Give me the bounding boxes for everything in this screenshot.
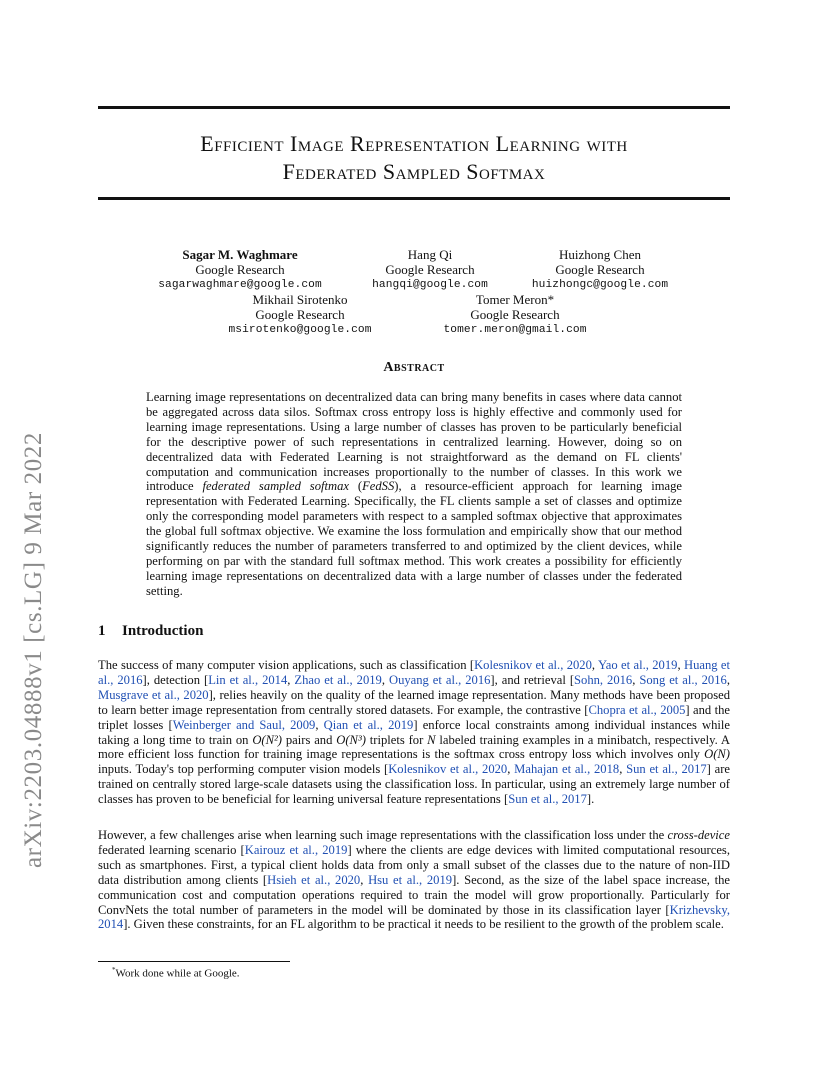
citation-link[interactable]: Weinberger and Saul, 2009 bbox=[172, 717, 316, 732]
citation-link[interactable]: Krizhevsky, 2014 bbox=[98, 902, 730, 932]
citation-link[interactable]: Song et al., 2016 bbox=[639, 672, 727, 687]
math-expression: O(N²) bbox=[252, 732, 282, 747]
citation-link[interactable]: Musgrave et al., 2020 bbox=[98, 687, 209, 702]
author-name: Huizhong Chen bbox=[559, 247, 641, 262]
abstract-text: ( bbox=[348, 479, 363, 494]
body-text: ]. bbox=[586, 792, 595, 807]
author-affiliation: Google Research bbox=[195, 262, 285, 278]
intro-paragraph-2: However, a few challenges arise when learning such image representations with the classification loss under the cross-device federated learning scenario [Kairouz et al., 2019] where the clients are edge devices with limited computational resources, such as smartphones. First, a typical client holds data from only a small subset of the classes due to the nature of non-IID data distribution among clients [Hsieh et al., 2020, Hsu et al., 2019]. Second, as the size of the label space increase, the communication cost and computation operations required to train the model will grow proportionally. Particularly for ConvNets the total number of parameters in the model will be dominated by those in its classification layer [Krizhevsky, 2014]. Given these constraints, for an FL algorithm to be practical it needs to be resilient to the growth of the problem scale. bbox=[98, 828, 730, 932]
body-text: pairs and bbox=[282, 732, 337, 747]
citation-link[interactable]: Hsieh et al., 2020 bbox=[267, 872, 361, 887]
author-email[interactable]: hangqi@google.com bbox=[372, 278, 488, 291]
author-affiliation: Google Research bbox=[255, 307, 345, 323]
citation-link[interactable]: Zhao et al., 2019 bbox=[294, 672, 382, 687]
math-expression: O(N) bbox=[704, 747, 730, 762]
footnote-text: Work done while at Google. bbox=[115, 967, 240, 980]
body-text: ]. Second, as the size of the label space increase, the communication cost and computation operations required to train the model will grow proportionally. Particularly for ConvNets the total number of parameters in the model will be dominated by those in its classification layer [ bbox=[98, 872, 730, 917]
body-text: ] are trained on centrally stored large-scale datasets using the classification loss. In particular, using an extremely large number of classes has proven to be beneficial for learning universal feature representations [ bbox=[98, 762, 731, 807]
citation-link[interactable]: Chopra et al., 2005 bbox=[588, 702, 686, 717]
section-heading bbox=[98, 623, 203, 640]
citation-link[interactable]: Mahajan et al., 2018 bbox=[514, 762, 620, 777]
author-block-4 bbox=[210, 292, 390, 338]
author-email[interactable]: msirotenko@google.com bbox=[228, 323, 372, 336]
author-name: Hang Qi bbox=[407, 247, 453, 262]
footnote-mark: * bbox=[112, 966, 116, 974]
author-affiliation: Google Research bbox=[555, 262, 645, 278]
author-email[interactable]: huizhongc@google.com bbox=[531, 278, 669, 291]
body-text: ] where the clients are edge devices with limited computational resources, such as smartphones. First, a typical client holds data from only a small subset of the classes due to the nature of non-IID data distribution among clients [ bbox=[98, 842, 730, 887]
abstract-emphasis: federated sampled softmax bbox=[202, 479, 349, 494]
abstract-body bbox=[146, 390, 682, 599]
body-text: The success of many computer vision applications, such as classification [ bbox=[98, 658, 475, 672]
emphasis-text: cross-device bbox=[667, 828, 730, 842]
intro-paragraph-1: The success of many computer vision applications, such as classification [Kolesnikov et al., 2020, Yao et al., 2019, Huang et al., 2016], detection [Lin et al., 2014, Zhao et al., 2019, Ouyang et al., 2016], and retrieval [Sohn, 2016, Song et al., 2016, Musgrave et al., 2020], relies heavily on the quality of the learned image representation. Many methods have been proposed to learn better image representation from centrally stored datasets. For example, the contrastive [Chopra et al., 2005] and the triplet losses [Weinberger and Saul, 2009, Qian et al., 2019] enforce local constraints among individual instances while taking a long time to train on O(N²) pairs and O(N³) triplets for N labeled training examples in a minibatch, respectively. A more efficient loss function for training image representations is the softmax cross entropy loss which involves only O(N) inputs. Today's top performing computer vision models [Kolesnikov et al., 2020, Mahajan et al., 2018, Sun et al., 2017] are trained on centrally stored large-scale datasets using the classification loss. In particular, using an extremely large number of classes has proven to be beneficial for learning universal feature representations [Sun et al., 2017]. bbox=[98, 658, 731, 807]
author-name: Mikhail Sirotenko bbox=[252, 292, 348, 307]
body-text: ], and retrieval [ bbox=[490, 672, 575, 687]
footnote-rule bbox=[98, 961, 290, 962]
math-expression: N bbox=[427, 732, 436, 747]
citation-link[interactable]: Sun et al., 2017 bbox=[626, 762, 707, 777]
citation-link[interactable]: Kolesnikov et al., 2020 bbox=[474, 658, 592, 672]
body-text: ], detection [ bbox=[142, 672, 209, 687]
citation-link[interactable]: Sun et al., 2017 bbox=[508, 792, 587, 807]
body-text: labeled training examples in a minibatch, respectively. A more efficient loss function for training image representations is the softmax cross entropy loss which involves only bbox=[98, 732, 731, 762]
paper-title-line-1: Efficient Image Representation Learning with bbox=[200, 131, 628, 156]
citation-link[interactable]: Lin et al., 2014 bbox=[208, 672, 288, 687]
author-email[interactable]: sagarwaghmare@google.com bbox=[158, 278, 322, 291]
body-text: However, a few challenges arise when learning such image representations with the classification loss under the bbox=[98, 828, 668, 842]
section-number: 1 bbox=[98, 623, 106, 639]
body-text: inputs. Today's top performing computer vision models [ bbox=[98, 762, 389, 777]
citation-link[interactable]: Huang et al., 2016 bbox=[98, 658, 730, 687]
citation-link[interactable]: Sohn, 2016 bbox=[574, 672, 633, 687]
author-block-2 bbox=[340, 247, 520, 293]
section-title: Introduction bbox=[122, 623, 204, 639]
abstract-text: Learning image representations on decentralized data can bring many benefits in cases where data cannot be aggregated across data silos. Softmax cross entropy loss is highly effective and commonly used for learning image representations. Using a large number of classes has proven to be particularly beneficial for the descriptive power of such representations in centralized learning. However, doing so on decentralized data with Federated Learning is not straightforward as the demand on FL clients' computation and communication increases proportionally to the number of classes. In this work we introduce bbox=[146, 390, 682, 494]
citation-link[interactable]: Qian et al., 2019 bbox=[323, 717, 414, 732]
arxiv-identifier-stamp[interactable]: arXiv:2203.04888v1 [cs.LG] 9 Mar 2022 bbox=[20, 431, 47, 869]
title-top-rule bbox=[98, 106, 730, 109]
author-affiliation: Google Research bbox=[385, 262, 475, 278]
body-text: ] enforce local constraints among individual instances while taking a long time to train on bbox=[98, 717, 731, 747]
citation-link[interactable]: Kairouz et al., 2019 bbox=[244, 842, 348, 857]
body-text: ]. Given these constraints, for an FL algorithm to be practical it needs to be resilient to the growth of the problem scale. bbox=[123, 917, 724, 932]
author-email[interactable]: tomer.meron@gmail.com bbox=[443, 323, 587, 336]
body-text: federated learning scenario [ bbox=[98, 842, 245, 857]
author-block-1 bbox=[140, 247, 340, 293]
footnote bbox=[112, 963, 240, 981]
author-block-3 bbox=[510, 247, 690, 293]
body-text: ], relies heavily on the quality of the learned image representation. Many methods have been proposed to learn better image representation from centrally stored datasets. For example, the contrastive [ bbox=[98, 687, 730, 717]
author-name: Tomer Meron* bbox=[475, 292, 555, 307]
citation-link[interactable]: Ouyang et al., 2016 bbox=[388, 672, 491, 687]
abstract-heading: Abstract bbox=[383, 360, 445, 375]
author-block-5 bbox=[425, 292, 605, 338]
math-expression: O(N³) bbox=[336, 732, 366, 747]
author-affiliation: Google Research bbox=[470, 307, 560, 323]
abstract-emphasis: FedSS bbox=[362, 479, 395, 494]
body-text: ] and the triplet losses [ bbox=[98, 702, 730, 732]
author-name: Sagar M. Waghmare bbox=[182, 247, 298, 262]
abstract-text: ), a resource-efficient approach for learning image representation with Federated Learning. Specifically, the FL clients sample a set of classes and optimize only the corresponding model parameters with respect to a sampled softmax objective that approximates the global full softmax objective. We examine the loss formulation and empirically show that our method significantly reduces the number of parameters transferred to and optimized by the client devices, while performing on par with the standard full softmax method. This work creates a possibility for efficiently learning image representations on decentralized data with a large number of classes under the federated setting. bbox=[146, 479, 683, 598]
citation-link[interactable]: Kolesnikov et al., 2020 bbox=[388, 762, 508, 777]
citation-link[interactable]: Yao et al., 2019 bbox=[597, 658, 678, 672]
title-bottom-rule bbox=[98, 197, 730, 200]
body-text: triplets for bbox=[365, 732, 428, 747]
paper-title-line-2: Federated Sampled Softmax bbox=[282, 159, 546, 184]
citation-link[interactable]: Hsu et al., 2019 bbox=[368, 872, 453, 887]
